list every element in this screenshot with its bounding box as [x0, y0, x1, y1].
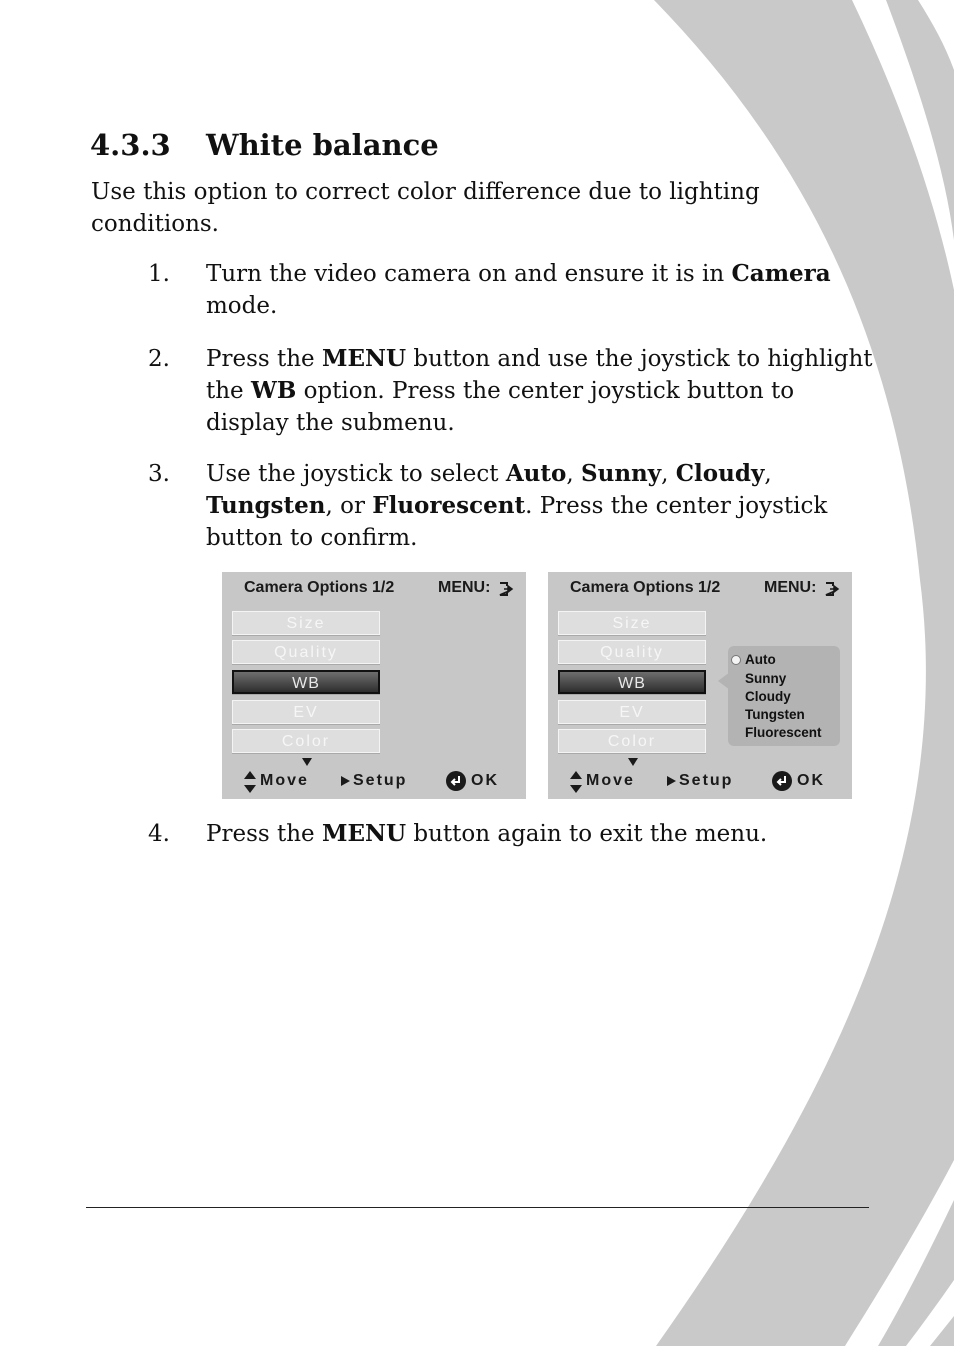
footer-setup: Setup	[679, 772, 734, 789]
step-text: Press the MENU button and use the joystick to highlight the WB option. Press the center joystick button to display the submenu.	[206, 345, 873, 436]
wb-option-cloudy: Cloudy	[745, 689, 791, 704]
section-title: White balance	[206, 128, 439, 162]
exit-icon	[499, 582, 515, 596]
step-number: 2.	[148, 346, 170, 372]
updown-arrow-icon	[570, 771, 582, 793]
screen-menu-label: MENU:	[764, 579, 817, 596]
screen-title: Camera Options 1/2	[244, 579, 395, 596]
enter-icon	[772, 771, 792, 791]
wb-submenu	[728, 646, 840, 746]
camera-screen-submenu	[548, 572, 852, 799]
intro-paragraph: Use this option to correct color difference due to lighting conditions.	[91, 179, 760, 237]
footer-move: Move	[586, 772, 635, 789]
radio-selected-icon	[731, 655, 741, 665]
step-text: Press the MENU button again to exit the menu.	[206, 820, 768, 847]
menu-item-size: Size	[558, 611, 706, 635]
updown-arrow-icon	[244, 771, 256, 793]
menu-item-color: Color	[232, 729, 380, 753]
step-number: 4.	[148, 821, 170, 847]
step-text: Turn the video camera on and ensure it is in Camera mode.	[206, 260, 831, 319]
step-number: 1.	[148, 261, 170, 287]
menu-item-size: Size	[232, 611, 380, 635]
exit-icon	[825, 582, 841, 596]
section-heading	[90, 128, 439, 162]
wb-option-fluorescent: Fluorescent	[745, 725, 822, 740]
menu-item-color: Color	[558, 729, 706, 753]
enter-icon	[446, 771, 466, 791]
footer-move: Move	[260, 772, 309, 789]
right-arrow-icon	[667, 776, 676, 786]
section-number: 4.3.3	[90, 128, 171, 162]
wb-option-tungsten: Tungsten	[745, 707, 805, 722]
wb-option-sunny: Sunny	[745, 671, 787, 686]
screen-title: Camera Options 1/2	[570, 579, 721, 596]
menu-item-ev: EV	[558, 700, 706, 724]
step-text: Use the joystick to select Auto, Sunny, Cloudy, Tungsten, or Fluorescent. Press the center joystick button to confirm.	[206, 460, 828, 551]
footer-ok: OK	[797, 772, 825, 789]
menu-item-wb: WB	[558, 670, 706, 694]
screen-menu-label: MENU:	[438, 579, 491, 596]
menu-item-wb: WB	[232, 670, 380, 694]
step-number: 3.	[148, 461, 170, 487]
menu-item-quality: Quality	[232, 640, 380, 664]
right-arrow-icon	[341, 776, 350, 786]
scroll-down-icon	[628, 758, 638, 766]
menu-item-quality: Quality	[558, 640, 706, 664]
footer-rule	[86, 1207, 869, 1208]
menu-item-ev: EV	[232, 700, 380, 724]
camera-screen-menu	[222, 572, 526, 799]
scroll-down-icon	[302, 758, 312, 766]
footer-ok: OK	[471, 772, 499, 789]
wb-option-auto: Auto	[745, 652, 776, 667]
footer-setup: Setup	[353, 772, 408, 789]
